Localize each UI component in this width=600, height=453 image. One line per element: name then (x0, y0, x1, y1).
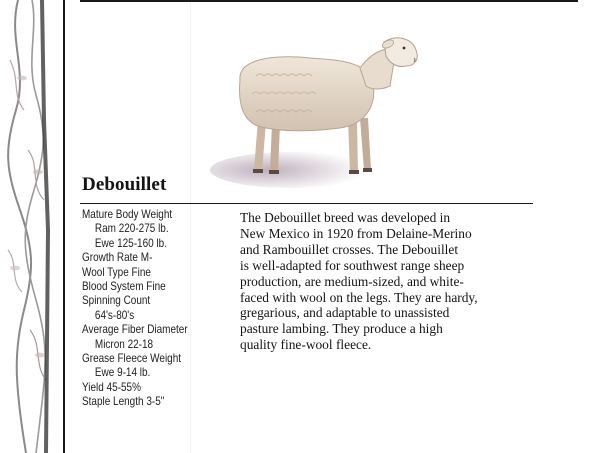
left-border-rule (63, 0, 65, 453)
spec-spinning-count (82, 294, 213, 308)
spec-label: Mature Body Weight (82, 208, 173, 221)
description-line: production, are medium-sized, and white- (240, 273, 464, 289)
description-line: pasture lambing. They produce a high (240, 321, 443, 337)
description-line: and Rambouillet crosses. The Debouillet (240, 241, 459, 257)
spec-spinning-count-value: 64's-80's (94, 308, 135, 322)
spec-growth-rate (82, 251, 213, 265)
description-line: The Debouillet breed was developed in (240, 210, 451, 225)
breed-specs (82, 208, 213, 410)
spec-label: Yield (82, 380, 104, 394)
spec-mature-body-weight (82, 208, 213, 222)
description-line: quality fine-wool fleece. (240, 337, 372, 353)
breed-title: Debouillet (82, 174, 167, 195)
description-line: faced with wool on the legs. They are hardy, (240, 289, 478, 305)
spec-grease-fleece-weight (82, 352, 213, 366)
spec-ewe-weight: Ewe 125-160 lb. (94, 236, 167, 250)
spec-label: Wool Type (82, 265, 129, 279)
breed-description (240, 210, 530, 353)
spec-label: Grease Fleece Weight (82, 352, 182, 366)
spec-yield (82, 381, 213, 395)
spec-label: Blood System (82, 280, 144, 294)
spec-label: Average Fiber Diameter (82, 323, 188, 337)
spec-micron: Micron 22-18 (94, 337, 154, 351)
spec-value: M- (140, 251, 153, 265)
title-rule (80, 203, 533, 204)
sheep-illustration (200, 20, 432, 192)
description-line: is well-adapted for southwest range sheep (240, 257, 465, 273)
top-rule (80, 0, 578, 2)
spec-value: Fine (146, 280, 166, 294)
spec-label: Growth Rate (82, 251, 138, 265)
vine-border-illustration (0, 0, 58, 453)
spec-average-fiber-diameter (82, 323, 213, 337)
spec-ram-weight: Ram 220-275 lb. (94, 222, 169, 236)
spec-grease-ewe: Ewe 9-14 lb. (94, 366, 151, 380)
spec-blood-system (82, 280, 213, 294)
spec-value: 45-55% (106, 380, 141, 394)
description-line: gregarious, and adaptable to unassisted (240, 305, 450, 321)
spec-label: Spinning Count (82, 294, 151, 308)
spec-label: Staple Length (82, 395, 144, 409)
description-line: New Mexico in 1920 from Delaine-Merino (240, 225, 472, 241)
spec-wool-type (82, 266, 213, 280)
spec-staple-length (82, 395, 213, 409)
spec-value: 3-5" (146, 395, 165, 409)
spec-value: Fine (131, 265, 151, 279)
